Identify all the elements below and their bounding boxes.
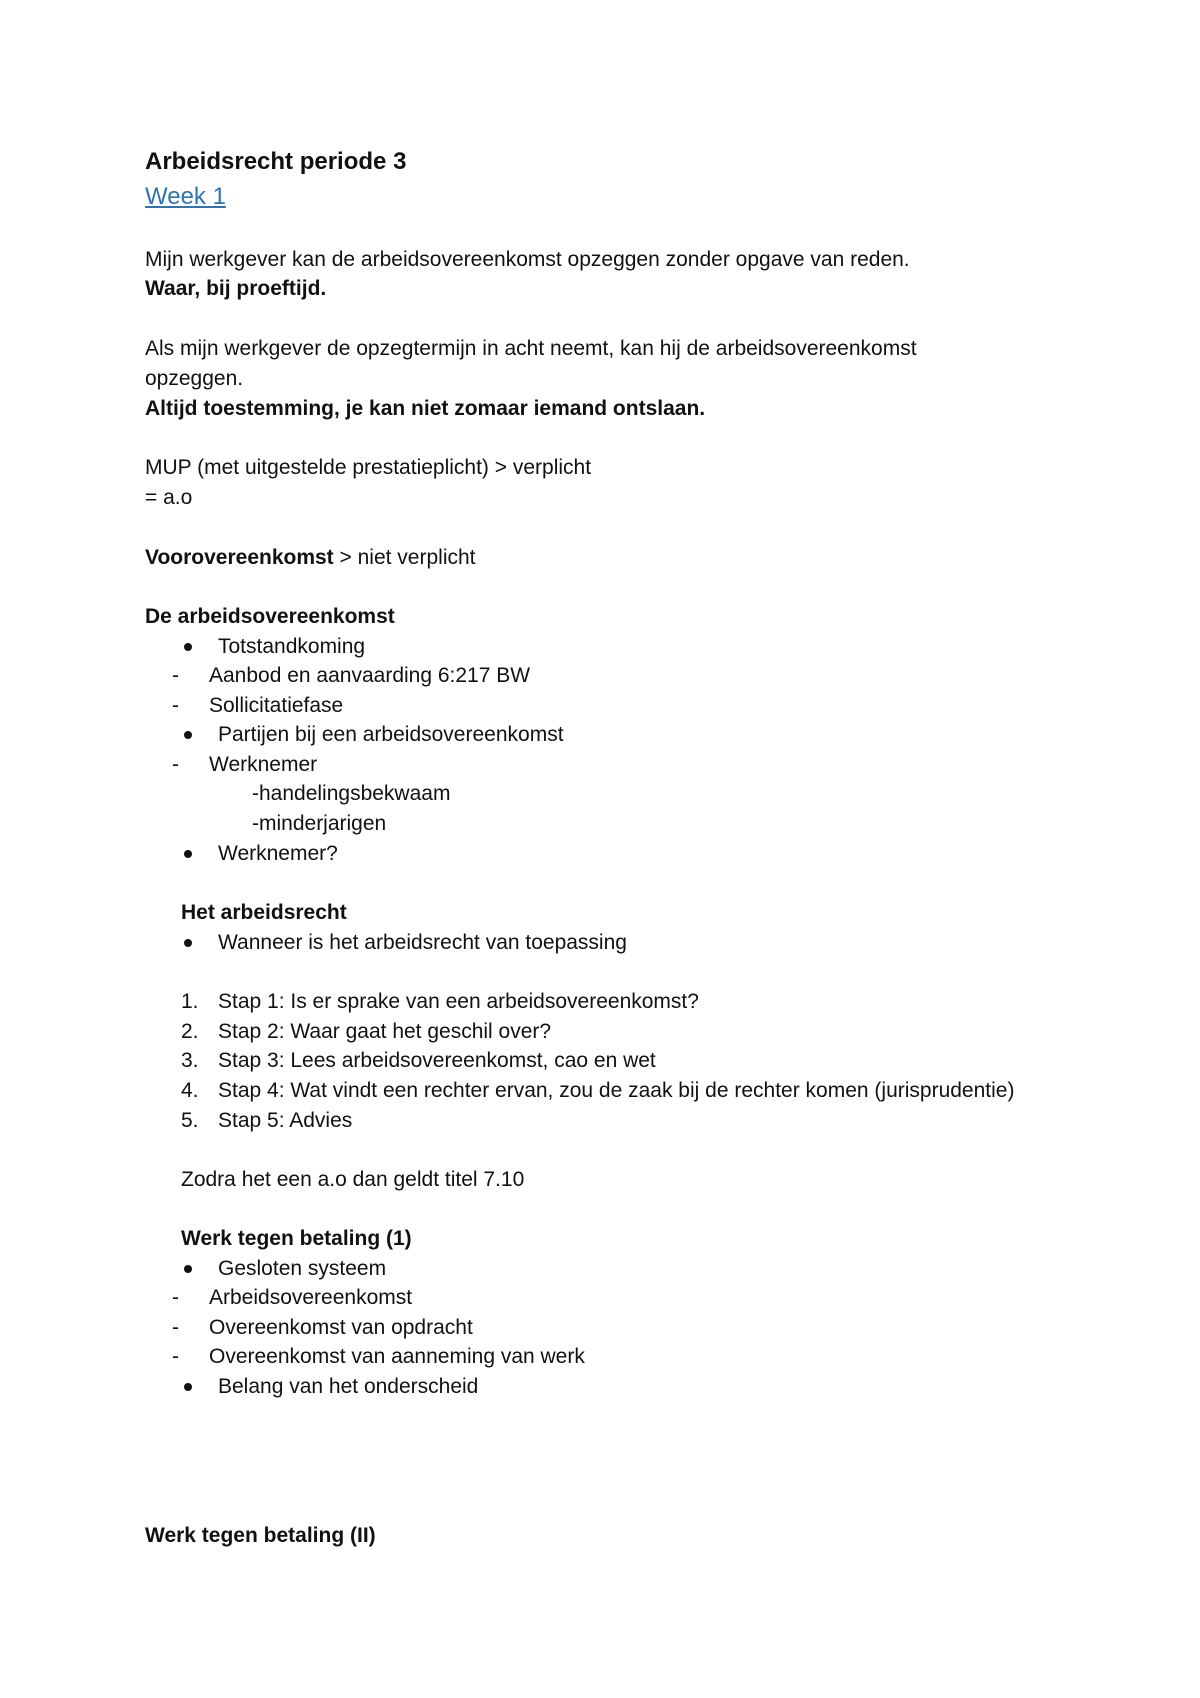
voorovereenkomst-line [145,545,476,571]
step-number: 5. [181,1109,199,1132]
week-heading: Week 1 [145,183,226,210]
dash-marker: - [172,1316,179,1339]
step-item: Stap 4: Wat vindt een rechter ervan, zou de zaak bij de rechter komen (jurisprudentie) [218,1079,1015,1102]
answer-1: Waar, bij proeftijd. [145,277,327,300]
question-1: Mijn werkgever kan de arbeidsovereenkomst opzeggen zonder opgave van reden. [145,248,910,271]
step-number: 3. [181,1049,199,1072]
dash-marker: - [172,664,179,687]
list-item: Overeenkomst van aanneming van werk [209,1345,585,1368]
list-item: Werknemer [209,753,318,776]
section-heading-arbeidsrecht: Het arbeidsrecht [181,901,347,924]
bullet-icon [184,731,192,739]
section-heading-arbeidsovereenkomst: De arbeidsovereenkomst [145,605,395,628]
list-item: Totstandkoming [218,635,366,658]
dash-marker: - [172,1286,179,1309]
list-item: Overeenkomst van opdracht [209,1316,473,1339]
list-item: Wanneer is het arbeidsrecht van toepassing [218,931,627,954]
bullet-icon [184,643,192,651]
document-title: Arbeidsrecht periode 3 [145,148,407,175]
mup-line: MUP (met uitgestelde prestatieplicht) > verplicht [145,456,592,479]
section-heading-werk-tegen-betaling-1: Werk tegen betaling (1) [181,1227,412,1250]
step-item: Stap 2: Waar gaat het geschil over? [218,1020,552,1043]
step-number: 2. [181,1020,199,1043]
bullet-icon [184,939,192,947]
list-item: Belang van het onderscheid [218,1375,479,1398]
list-item: Arbeidsovereenkomst [209,1286,413,1309]
question-2-line-2: opzeggen. [145,367,244,390]
step-number: 4. [181,1079,199,1102]
list-item: Gesloten systeem [218,1257,387,1280]
dash-marker: - [172,694,179,717]
bullet-icon [184,1265,192,1273]
dash-marker: - [172,753,179,776]
step-item: Stap 3: Lees arbeidsovereenkomst, cao en wet [218,1049,656,1072]
bullet-icon [184,1383,192,1391]
list-item: Partijen bij een arbeidsovereenkomst [218,723,564,746]
step-number: 1. [181,990,199,1013]
titel-note: Zodra het een a.o dan geldt titel 7.10 [181,1168,525,1191]
step-item: Stap 1: Is er sprake van een arbeidsovereenkomst? [218,990,699,1013]
question-2-line-1: Als mijn werkgever de opzegtermijn in acht neemt, kan hij de arbeidsovereenkomst [145,337,917,360]
answer-2: Altijd toestemming, je kan niet zomaar iemand ontslaan. [145,397,706,420]
list-item: Werknemer? [218,842,338,865]
dash-marker: - [172,1345,179,1368]
list-subitem: -minderjarigen [252,812,387,835]
section-heading-werk-tegen-betaling-2: Werk tegen betaling (II) [145,1524,376,1547]
list-item: Aanbod en aanvaarding 6:217 BW [209,664,531,687]
voorovereenkomst-term: Voorovereenkomst [145,546,334,569]
mup-equals-line: = a.o [145,486,193,509]
list-item: Sollicitatiefase [209,694,344,717]
list-subitem: -handelingsbekwaam [252,782,451,805]
step-item: Stap 5: Advies [218,1109,353,1132]
bullet-icon [184,850,192,858]
voorovereenkomst-note: > niet verplicht [333,546,476,569]
